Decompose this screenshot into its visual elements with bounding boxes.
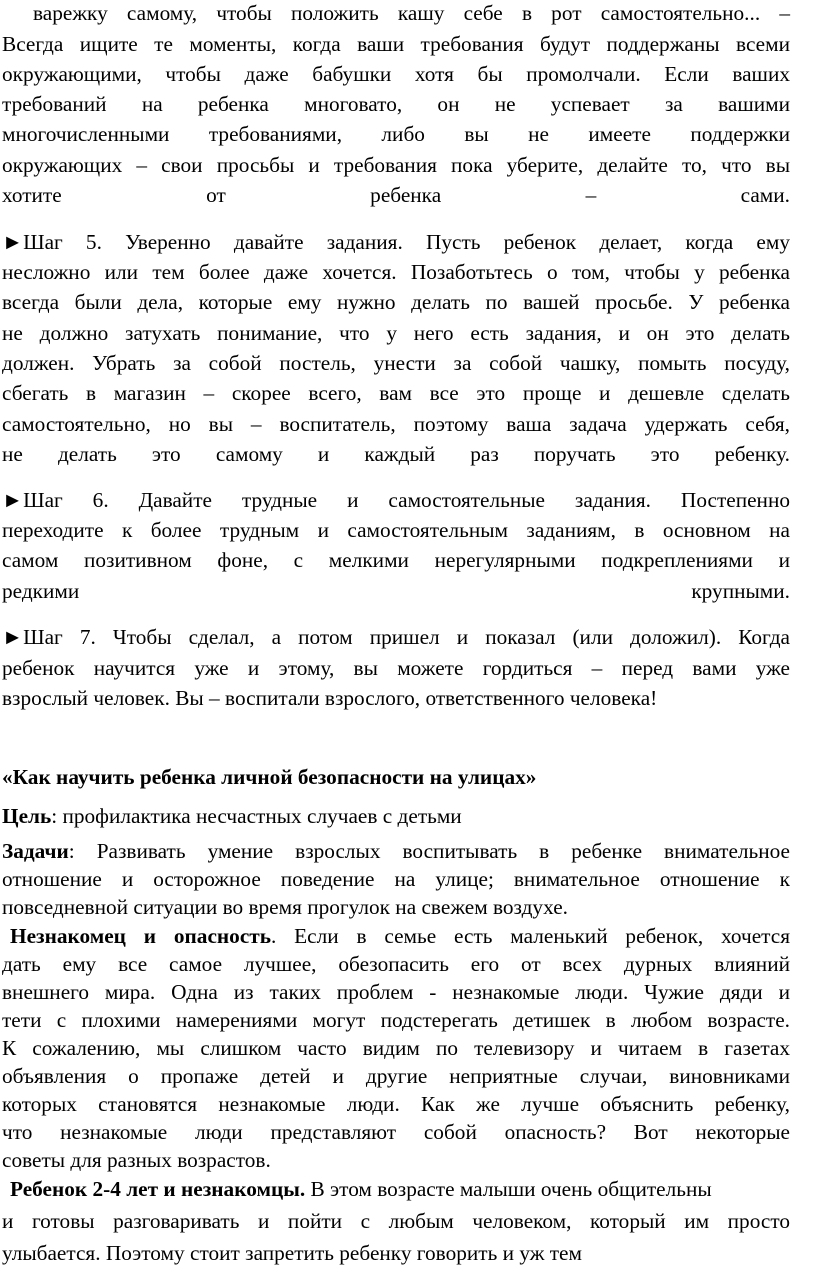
age-label: Ребенок 2-4 лет и незнакомцы. (10, 1177, 306, 1201)
tasks-text: : Развивать умение взрослых воспитывать в ребенке внимательное (68, 839, 790, 863)
step5-line-8: не делать это самому и каждый раз поручать это ребенку. (2, 442, 790, 466)
intro-line-5: многочисленными требованиями, либо вы не имеете поддержки (2, 122, 790, 146)
stranger-line-6: объявления о пропаже детей и другие неприятные случаи, виновниками (2, 1064, 790, 1088)
intro-line-7: хотите от ребенка – сами. (2, 183, 790, 207)
step5-line-1: ►Шаг 5. Уверенно давайте задания. Пусть ребенок делает, когда ему (2, 230, 790, 254)
intro-line-3: окружающими, чтобы даже бабушки хотя бы промолчали. Если ваших (2, 62, 790, 86)
step5-line-6: сбегать в магазин – скорее всего, вам все это проще и дешевле сделать (2, 381, 790, 405)
tasks-line-1 (2, 838, 790, 866)
tasks-line-2: отношение и осторожное поведение на улице; внимательное отношение к (2, 867, 790, 891)
stranger-line-9: советы для разных возрастов. (2, 1148, 271, 1172)
step5-line-7: самостоятельно, но вы – воспитатель, поэтому ваша задача удержать себя, (2, 412, 790, 436)
step5-line-2: несложно или тем более даже хочется. Позаботьтесь о том, чтобы у ребенка (2, 260, 790, 284)
step5-line-4: не должно затухать понимание, что у него есть задания, и он это делать (2, 321, 790, 345)
step6-line-2: переходите к более трудным и самостоятельным заданиям, в основном на (2, 518, 790, 542)
goal-text: : профилактика несчастных случаев с детьми (51, 804, 462, 828)
step6-line-3: самом позитивном фоне, с мелкими нерегулярными подкреплениями и (2, 548, 790, 572)
step7-line-1: ►Шаг 7. Чтобы сделал, а потом пришел и показал (или доложил). Когда (2, 625, 790, 649)
step7-line-2: ребенок научится уже и этому, вы можете гордиться – перед вами уже (2, 656, 790, 680)
step6-line-4: редкими крупными. (2, 579, 790, 603)
age-text: В этом возрасте малыши очень общительны (305, 1177, 712, 1201)
step7-line-3: взрослый человек. Вы – воспитали взрослого, ответственного человека! (2, 686, 658, 710)
stranger-line-8: что незнакомые люди представляют собой опасность? Вот некоторые (2, 1120, 790, 1144)
stranger-line-2: дать ему все самое лучшее, обезопасить его от всех дурных влияний (2, 952, 790, 976)
tasks-label: Задачи (2, 839, 69, 863)
stranger-text: . Если в семье есть маленький ребенок, хочется (271, 924, 790, 948)
stranger-label: Незнакомец и опасность (10, 924, 272, 948)
intro-line-4: требований на ребенка многовато, он не успевает за вашими (2, 92, 790, 116)
age-line-3: улыбается. Поэтому стоит запретить ребенку говорить и уж тем (2, 1241, 582, 1265)
step5-line-3: всегда были дела, которые ему нужно делать по вашей просьбе. У ребенка (2, 290, 790, 314)
step5-line-5: должен. Убрать за собой постель, унести за собой чашку, помыть посуду, (2, 351, 790, 375)
stranger-line-4: тети с плохими намерениями могут подстерегать детишек в любом возрасте. (2, 1008, 790, 1032)
goal-label: Цель (2, 804, 52, 828)
tasks-line-3: повседневной ситуации во время прогулок на свежем воздухе. (2, 895, 568, 919)
intro-line-1: варежку самому, чтобы положить кашу себе в рот самостоятельно... – (33, 1, 790, 25)
age-line-1 (10, 1176, 816, 1204)
section-heading: «Как научить ребенка личной безопасности на улицах» (2, 765, 537, 789)
stranger-line-1 (10, 923, 790, 951)
step6-line-1: ►Шаг 6. Давайте трудные и самостоятельные задания. Постепенно (2, 488, 790, 512)
intro-line-2: Всегда ищите те моменты, когда ваши требования будут поддержаны всеми (2, 32, 790, 56)
age-line-2: и готовы разговаривать и пойти с любым человеком, который им просто (2, 1209, 790, 1233)
intro-line-6: окружающих – свои просьбы и требования пока уберите, делайте то, что вы (2, 153, 790, 177)
stranger-line-5: К сожалению, мы слишком часто видим по телевизору и читаем в газетах (2, 1036, 790, 1060)
stranger-line-3: внешнего мира. Одна из таких проблем - незнакомые люди. Чужие дяди и (2, 980, 790, 1004)
stranger-line-7: которых становятся незнакомые люди. Как же лучше объяснить ребенку, (2, 1092, 790, 1116)
goal-line (2, 803, 790, 831)
